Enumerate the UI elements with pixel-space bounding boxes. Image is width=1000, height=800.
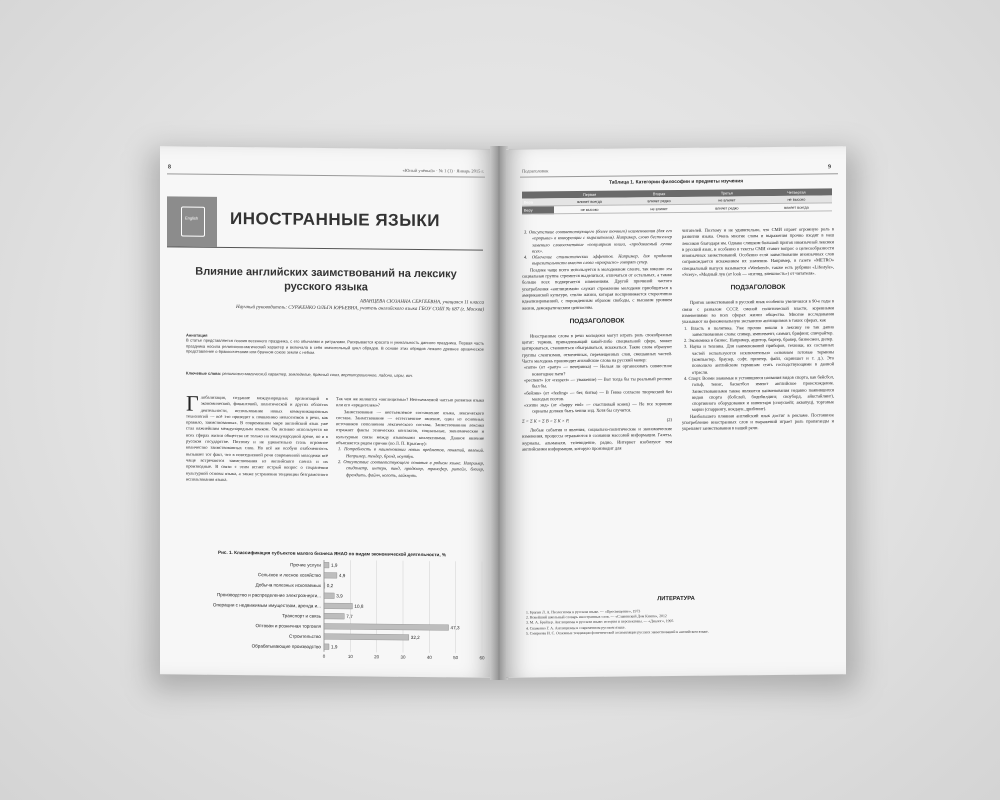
list-item: 4. Облечение стилистических эффектов. Например, для придания выразительности вместо слова «прекрасно» говорят супер. — [524, 253, 672, 266]
list-item: 3. Наука и техника. Для наименований приборов, техники, их составных частей используются исключительно основном готовые термины (компьютер, браузер, софт, принтер, файл, скриншот и т. д.). Это позволило английским терминам стать господствующими в данной отрасли. — [684, 342, 834, 375]
body-text: Приток заимствований в русский язык особенно увеличился в 90-е годы в связи с развалом СССР, сменой политической власти, коренными изменениями во всех сферах жизни общества. Многие исследования указывают на феноменальную экспансию англицизмов в таких сферах, как — [682, 298, 834, 325]
table-cell: влияет всегда — [761, 203, 832, 212]
table-header-cell: Первая — [554, 191, 625, 199]
reference-item: 2. Новейший школьный словарь иностранных слов. — «Славянский Дом Книги», 2012 — [526, 614, 667, 620]
data-label: 32,2 — [410, 634, 420, 641]
bar-chart — [182, 556, 492, 667]
category-label: Производство и распределение электроэнерги... — [216, 592, 321, 599]
body-text: Наибольшего влияния английский язык достиг в рекламе. Постоянное употребление иностранных слов и выражений играет роль пропаганды и укрепляет заимствования в нашей речи. — [682, 412, 834, 432]
bar — [324, 603, 352, 609]
category-label: Обрабатывающие производство — [251, 643, 321, 650]
body-text: лобализация, создание международных организаций в экономической, финансовой, политической и других областях деятельности, использование новых коммуникационных технологий — всё это приводит к появлению неологизмов в речи, как правило, заимствованных. В современном мире английский язык уже стал важнейшим международным языком. Он активно используется во всех сферах жизни общества не только на международной арене, но и в русском государстве. Поэтому и не удивительно столь огромное количество заимствованных слов. Но всё же особую озабоченность вызывает тот факт, что в повседневной речи современной молодежи всё чаще встречаются заимствования из английского сленга и их производные. В связи с этим встает острый вопрос о сохранении культурной основы языка, а также устранения тенденции безграмотного использования языка. — [186, 394, 328, 482]
bullet-item: «хэппи энд» (от «happy end» — счастливый конец) — Не все хорошие сериалы должен быть хеппи энд. Хотя бы случится. — [524, 401, 672, 414]
categories-table — [522, 188, 832, 214]
header-rule — [167, 173, 485, 177]
table-header-cell: Третья — [693, 189, 761, 197]
bar — [324, 593, 334, 599]
reference-item: 1. Брагин Л. А. Неологизмы в русском языке. — «Просвещение», 1973 — [526, 609, 641, 615]
category-label: Сельское и лесное хозяйство — [257, 572, 321, 578]
list-item: 4. Спорт. Всеми знакомые и устоявшиеся названия видов спорта, как бейсбол, гольф, тенис, баскетбол имеют английское происхождение. Заимствованными также являются наименования недавно появившихся видов спорта (бобслей, бодибилдинг, сноуборд, айкстайлинг), спортивного оборудования и инвентаря (сноускейт, аквапуц), торговые марки (спаррингу, нокдаун, дриблинг). — [684, 374, 834, 413]
abstract-label: Аннотация — [186, 332, 208, 338]
abstract — [186, 333, 484, 358]
data-label: 7,7 — [346, 613, 353, 619]
data-label: 4,9 — [338, 573, 346, 579]
literature-title: ЛИТЕРАТУРА — [657, 595, 695, 603]
right-column-1 — [522, 228, 672, 453]
table-header-cell: Четвертая — [761, 188, 832, 196]
drop-cap: Г — [186, 390, 199, 416]
section-icon-box — [167, 196, 217, 247]
subheading: ПОДЗАГОЛОВОК — [730, 284, 786, 292]
references-list — [526, 607, 826, 636]
left-column-2 — [336, 396, 484, 479]
formula-number: (2) — [666, 416, 672, 422]
body-text: Иностранные слова в речи молодежи могут играть роль своеобразных цитат: термин, принадлежащий какой-либо специальной сфере, может цитироваться, становиться обыгрываться, искажаться. Такие слова образуют группы сленгизмов, отмеченных, перемещенных слов, смешанных частей. Часто молодежь производит английские слова на русский манер: — [522, 331, 672, 364]
table-header-cell: Вторая — [625, 190, 693, 198]
x-tick-label: 30 — [400, 654, 406, 660]
bullet-item: «бейзик» (от «feeling» — бег, битва) — В Генке согласно творческий без молодых поэтов. — [524, 388, 672, 402]
keywords-label: Ключевые слова: — [186, 370, 222, 376]
table-cell: влияет всегда — [554, 198, 625, 206]
page-number-right: 9 — [828, 164, 831, 171]
right-column-2 — [682, 226, 834, 432]
right-page — [506, 146, 846, 678]
table-cell: не влияет — [625, 204, 693, 213]
table-row-header: Веру — [522, 206, 554, 214]
list-item: 1. Потребность в наименовании новых предметов, понятий, явлений. Например, тендер, бренд, ноутбук. — [338, 446, 484, 459]
x-tick-label: 0 — [322, 653, 326, 659]
category-label: Добыча полезных ископаемых — [255, 582, 321, 589]
bar — [324, 634, 409, 640]
formula — [522, 417, 672, 425]
table-cell: не влияет — [693, 196, 761, 204]
section-icon-label: English — [185, 215, 199, 221]
list-item: 2. Отсутствие соответствующего понятия в родном языке. Например, спидометр, интерн, винд, продюсер, трансфер, ритейл, блогер, френдить, файнч, ноготь, лайкнуть. — [338, 459, 484, 478]
subheading-wrap — [522, 310, 672, 334]
table-cell: влияет редко — [625, 197, 693, 205]
x-tick-label: 20 — [374, 654, 380, 660]
figure-caption: Рис. 1. Классификация субъектов малого бизнеса ЯНАО по видам экономической деятельности, % — [218, 549, 446, 558]
table-cell: не высоко — [761, 195, 832, 203]
section-title: ИНОСТРАННЫЕ ЯЗЫКИ — [230, 208, 440, 231]
x-tick-label: 60 — [479, 655, 485, 661]
data-label: 1,9 — [331, 562, 338, 568]
category-label: Транспорт и связь — [282, 613, 321, 619]
category-label: Прочие услуги — [290, 562, 321, 568]
author-line: АВАНЦЕВА СЮЗАННА СЕРГЕЕВНА, учащаяся 11 класса — [359, 299, 484, 306]
bar — [324, 644, 329, 650]
book-icon — [181, 206, 205, 236]
header-rule — [520, 173, 838, 177]
data-label: 47,3 — [450, 625, 460, 631]
abstract-text: В статье представляется поэзия весеннего праздника, с его обычаями и ритуалами. Раскрывается красота и уникальность данного праздника. Первая часть праздника носила религиозно-магический характер и включала в себя значительный цикл обрядов. В основе этих обрядов лежало древнее архаическое представление о бракосочетании или брачном союзе земли с небом. — [186, 337, 484, 356]
keywords-text: религиозно-магический характер, земледелие, брачный союз, вертипорошенное, ладони, игры, вич. — [222, 370, 414, 378]
bullet-item: «пати» (от «party» — вечеринка) — Нельзя ли организовать совместное новогоднее пати? — [524, 363, 672, 377]
bar — [324, 572, 337, 578]
table-caption: Таблица 1. Категории философии и предметы изучения — [608, 179, 744, 186]
running-header-left: «Юный учёный» · № 1 (1) · Январь 2015 г. — [402, 167, 484, 174]
body-text: Позднее чаще всего используется в молодежном сленге, так именно эта социальная группа стремится выделиться, отличаться от остальных, а также больше всех подвергается изменениям. Другой причиной частого употребления «англицизмов» служит стремление молодежи приобщиться к американской культуре, стилю жизни, которая воспринимается стереотипно идеализированной, с порожденным образом свободы, с высоким уровнем жизни, демократическим ценностям. — [522, 265, 672, 311]
supervisor-line: Научный руководитель: СУРЖЕНКО ОЛЬГА ЮРЬЕВНА, учитель английского языка ГБОУ СОШ № 687 (г. Москва) — [236, 305, 484, 313]
list-item: 3. Отсутствие соответствующего (более точного) наименования (для его «прорыва» в конкуренции с выразителем). Например, слово бестселлер заменило словосочетание «популярная книга, «продаваемый лучше всех». — [524, 228, 672, 254]
reference-item: 5. Смирнова И. С. Основные тенденции фонетической ассимиляции русских заимствований в английском языке. — [526, 629, 709, 636]
keywords — [186, 371, 484, 380]
x-tick-label: 50 — [453, 655, 459, 661]
data-label: 3,9 — [336, 593, 343, 599]
bar — [324, 583, 325, 589]
subheading: ПОДЗАГОЛОВОК — [569, 317, 625, 325]
list-item: 1. Власть и политика. Уже прочно вошли в лексику не так давно заимствованные слова: спикер, импичмент, саммит, брифинг, спичрайтер. — [684, 323, 834, 337]
data-label: 0,2 — [326, 583, 334, 589]
page-number-left: 8 — [168, 164, 171, 171]
data-label: 1,9 — [331, 644, 338, 650]
bullet-item: «респект» (от «respect» — уважение) — Вот тогда бы ты реальный респект был бы. — [524, 375, 672, 389]
body-text: читателей. Поэтому и не удивительно, что СМИ играет огромную роль в развитии языка. Очень многие слова и выражения прочно входят в наш лексикон благодаря им. Однако слишком большой приток иноязычной лексики в русский язык, и особенно в тексты СМИ ставит вопрос о целесообразности иноязычных заимствований. Особенно если заимствование иноязычных слов сопровождается искажением их значения. Например, в газете «METRO» специальный выпуск называется «Weekend», также есть рубрики «Lifestyle», «Scery», «Модный лук (от look — «взгляд, внешность») от читателя». — [682, 226, 834, 278]
bar — [324, 613, 344, 619]
reference-item: 3. М. А. Брейтер. Англицизмы в русском языке: история и перспективы. — «Диалог», 1995 — [526, 619, 674, 625]
category-label: Операции с недвижимым имуществом, аренда и... — [212, 602, 321, 609]
category-label: Строительство — [289, 633, 321, 640]
x-tick-label: 10 — [347, 654, 353, 660]
bar — [324, 623, 449, 630]
article-title: Влияние английских заимствований на лексику русского языка — [195, 265, 457, 294]
list-item: 2. Экономика и бизнес. Например, аудитор, бартер, брокер, бизнесмен, дилер. — [684, 336, 834, 344]
section-rule — [167, 246, 483, 250]
author-block — [200, 297, 484, 314]
intro-question: Так чем же являются «англицизмы»? Неотъемлемой частью развития языка или его «вредителем»? — [336, 396, 484, 408]
reference-item: 4. Скаженко Г. А. Англицизмы в современном русском языке. — [526, 625, 626, 631]
x-tick-label: 40 — [426, 654, 432, 660]
running-header-right: Подзаголовок — [522, 168, 549, 174]
bar — [324, 562, 329, 568]
body-text: Заимствование — неотъемлемое составление языка, лексического состава. Заимствование — естественное явление, один из основных источников пополнения лексического состава. Заимствованная лексика отражает факты этнических контактов, социальные, экономические и культурные связи между языковыми коллективами. Данное явление объясняется рядом причин (по Л. П. Крысину): — [336, 408, 484, 447]
data-label: 10,8 — [354, 603, 364, 609]
body-text: Любые события и явления, социально-политические и экономические изменения, процессы отражаются в сознании массовой информации. Газеты, журналы, альманахи, телевидение, радио, Интернет изобилуют тем английскими информации, которую производит для — [522, 426, 672, 452]
left-column-1 — [186, 390, 328, 485]
table-cell: не высоко — [554, 205, 625, 214]
category-label: Оптовая и розничная торговля — [255, 623, 321, 629]
left-page — [160, 146, 492, 677]
table-row-header: Вера — [522, 198, 554, 206]
formula-text: Σ = Σ K × Σ B = Σ K × P, — [522, 417, 570, 424]
table-cell: влияет редко — [693, 204, 761, 213]
subheading-wrap — [682, 277, 834, 301]
